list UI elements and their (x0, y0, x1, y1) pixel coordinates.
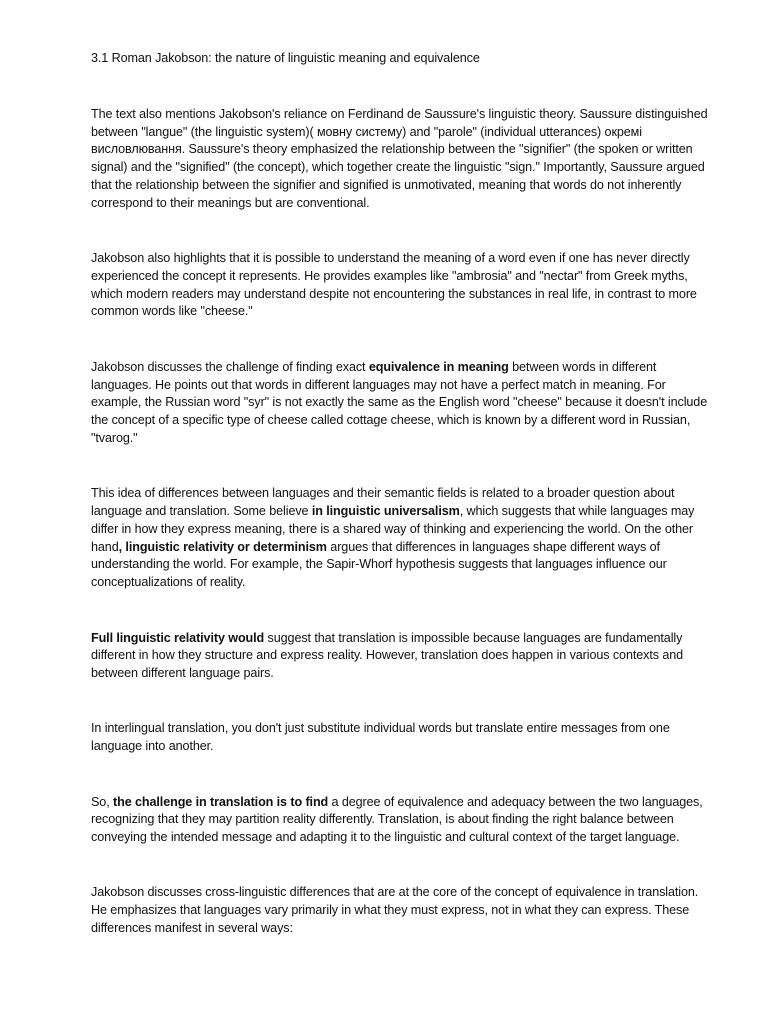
paragraph-relativity (91, 630, 716, 683)
paragraph-equivalence (91, 359, 716, 448)
paragraph-saussure (91, 106, 716, 213)
section-heading: 3.1 Roman Jakobson: the nature of linguistic meaning and equivalence (91, 51, 480, 65)
document-page (91, 50, 716, 975)
paragraph-universalism-mid: , which suggests that while languages may differ in how they express meaning, there is a shared way of thinking and experiencing the world. On the other hand (91, 504, 695, 554)
paragraph-equivalence-post: between words in different languages. He points out that words in different languages may not have a perfect match in meaning. For example, the Russian word "syr" is not exactly the same as the English word "cheese" because it doesn't include the concept of a specific type of cheese called cottage cheese, which is known by a different word in Russian, "tvarog." (91, 359, 708, 445)
paragraph-universalism-bold2: , linguistic relativity or determinism (118, 539, 327, 554)
paragraph-equivalence-pre: Jakobson discusses the challenge of finding exact (91, 359, 369, 374)
paragraph-understanding (91, 250, 716, 321)
paragraph-interlingual (91, 720, 716, 756)
paragraph-universalism-pre: This idea of differences between languages and their semantic fields is related to a broader question about language and translation. Some believe (91, 486, 675, 519)
paragraph-universalism (91, 485, 716, 592)
paragraph-saussure-text: The text also mentions Jakobson's reliance on Ferdinand de Saussure's linguistic theory. Saussure distinguished between "langue" (the linguistic system)( мовну систему) and "parole" (individual utterances) окремі висловлювання. Saussure's theory emphasized the relationship between the "signifier" (the spoken or written signal) and the "signified" (the concept), which together create the linguistic "sign." Importantly, Saussure argued that the relationship between the signifier and signified is unmotivated, meaning that words do not inherently correspond to their meanings but are conventional. (91, 106, 708, 210)
paragraph-equivalence-bold: equivalence in meaning (368, 359, 509, 374)
paragraph-cross-linguistic (91, 884, 716, 937)
paragraph-understanding-text: Jakobson also highlights that it is possible to understand the meaning of a word even if one has never directly experienced the concept it represents. He provides examples like "ambrosia" and "nectar" from Greek myths, which modern readers may understand despite not encountering the substances in real life, in contrast to more common words like "cheese." (91, 251, 697, 319)
paragraph-cross-linguistic-text: Jakobson discusses cross-linguistic differences that are at the core of the concept of equivalence in translation. He emphasizes that languages vary primarily in what they must express, not in what they can express. These differences manifest in several ways: (91, 885, 699, 935)
paragraph-relativity-bold: Full linguistic relativity would (91, 630, 265, 645)
paragraph-universalism-bold: in linguistic universalism (311, 504, 460, 519)
paragraph-challenge (91, 794, 716, 847)
paragraph-challenge-bold: the challenge in translation is to find (113, 794, 329, 809)
paragraph-challenge-post: a degree of equivalence and adequacy between the two languages, recognizing that they may partition reality differently. Translation, is about finding the right balance between conveying the intended message and adapting it to the linguistic and cultural context of the target language. (91, 794, 703, 845)
paragraph-relativity-post: suggest that translation is impossible because languages are fundamentally different in how they structure and express reality. However, translation does happen in various contexts and between different language pairs. (91, 630, 684, 681)
paragraph-interlingual-text: In interlingual translation, you don't just substitute individual words but translate entire messages from one language into another. (91, 721, 670, 754)
paragraph-universalism-post: argues that differences in languages shape different ways of understanding the world. For example, the Sapir-Whorf hypothesis suggests that languages influence our conceptualizations of reality. (91, 539, 667, 590)
paragraph-challenge-pre: So, (91, 794, 114, 809)
